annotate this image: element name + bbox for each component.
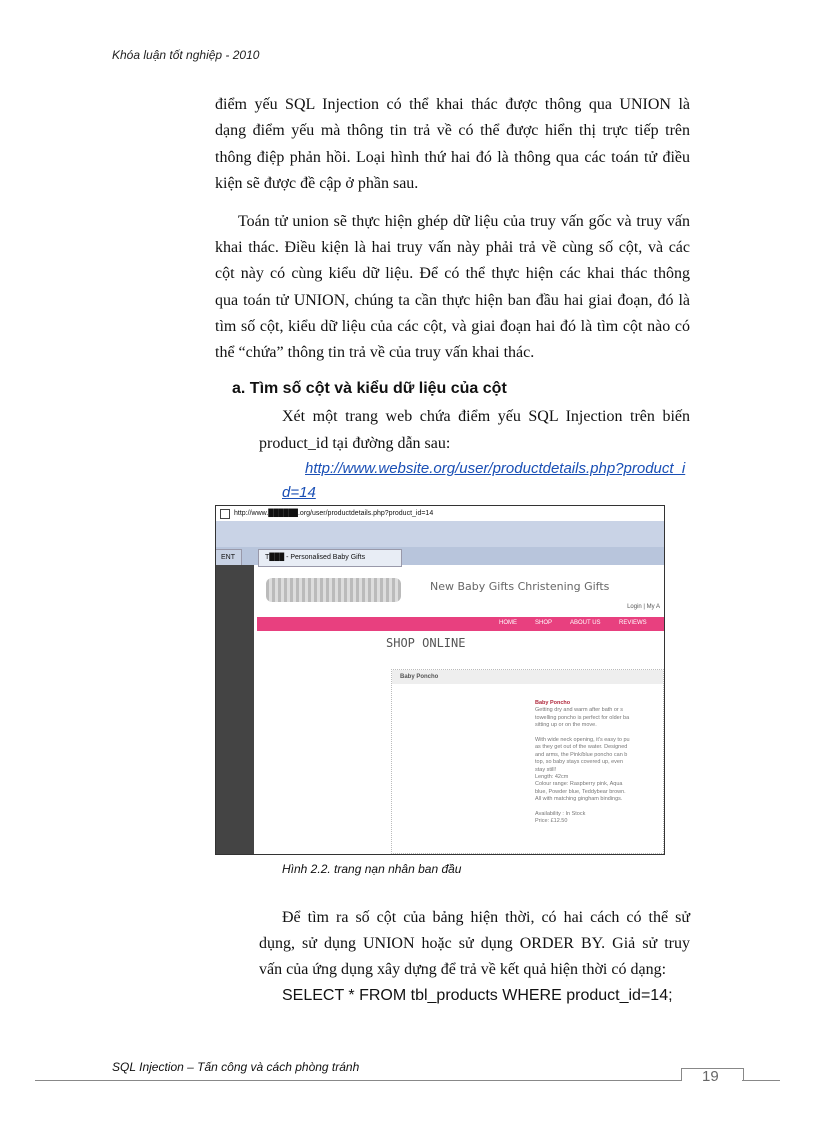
tab-active: T███ - Personalised Baby Gifts [258,549,402,567]
product-desc-line: Availability : In Stock [535,811,586,818]
text-line: dụng, sử dụng UNION hoặc sử dụng ORDER BY. Giả sử truy [259,935,690,952]
url-link[interactable]: d=14 [282,484,316,501]
page-number: 19 [702,1068,719,1085]
favicon-icon [220,509,230,519]
address-bar [216,506,664,522]
product-desc-line: Getting dry and warm after bath or s [535,707,624,714]
menu-item: REVIEWS [619,620,647,626]
product-desc-line: blue, Powder blue, Teddybear brown. [535,788,626,795]
product-desc-line: sitting up or on the move. [535,722,597,729]
site-nav-links: New Baby Gifts Christening Gifts [430,580,610,593]
browser-toolbar [216,521,664,547]
text-line: dạng điểm yếu mà thông tin trả về có thể được hiển thị trực tiếp trên [215,122,690,139]
text-line: Để tìm ra số cột của bảng hiện thời, có hai cách có thể sử [282,909,690,926]
product-desc-line [535,730,665,737]
running-footer: SQL Injection – Tấn công và cách phòng tránh [112,1060,360,1074]
text-line: Toán tử union sẽ thực hiện ghép dữ liệu của truy vấn gốc và truy vấn [238,213,690,230]
site-menu [257,617,664,631]
text-line: thể “chứa” thông tin trả về của truy vấn khai thác. [215,344,535,361]
tab-bar [216,547,664,565]
sql-code: SELECT * FROM tbl_products WHERE product_id=14; [282,987,673,1004]
text-line: vấn của ứng dụng xây dựng để trả về kết quả hiện thời có dạng: [259,961,667,978]
product-desc-line: as they get out of the water. Designed [535,744,628,751]
side-panel [216,565,254,854]
product-desc-line: and arms, the Pink/blue poncho can b [535,751,628,758]
text-line: kiện sẽ được đề cập ở phần sau. [215,175,419,192]
product-panel [391,669,664,854]
section-heading: a. Tìm số cột và kiểu dữ liệu của cột [232,380,507,397]
product-desc-line [535,804,665,811]
menu-item: SHOP [535,620,553,626]
product-desc-line: Length: 42cm [535,774,569,781]
text-line: cột này có cùng kiểu dữ liệu. Để có thể thực hiện các khai thác thông [215,265,690,282]
panel-title: Baby Poncho [392,670,663,684]
running-header: Khóa luận tốt nghiệp - 2010 [112,48,260,62]
product-desc-line: All with matching gingham bindings. [535,796,623,803]
site-logo [266,578,401,602]
login-links: Login | My A [627,604,660,610]
product-desc-line: With wide neck opening, it's easy to pu [535,737,630,744]
url-link[interactable]: http://www.website.org/user/productdetails.php?product_i [305,460,686,477]
text-line: khai thác. Điều kiện là hai truy vấn này phải trả về cùng số cột, và các [215,239,690,256]
product-description [535,700,665,826]
footer-rule [742,1080,780,1081]
text-line: điểm yếu SQL Injection có thể khai thác được thông qua UNION là [215,96,690,113]
figure-caption: Hình 2.2. trang nạn nhân ban đầu [282,862,462,876]
menu-item: ABOUT US [570,620,601,626]
product-name: Baby Poncho [535,700,571,706]
product-desc-line: stay still! [535,766,557,773]
product-desc-line: top, so baby stays covered up, even [535,759,624,766]
text-line: qua toán tử UNION, chúng ta cần thực hiện ban đầu hai giai đoạn, đó là [215,292,690,309]
address-text: http://www.██████.org/user/productdetails.php?product_id=14 [234,510,434,517]
shop-title: SHOP ONLINE [386,636,466,650]
text-line: tìm số cột, kiểu dữ liệu của các cột, và giai đoạn hai đó là tìm cột nào có [215,318,690,335]
figure-screenshot [215,505,665,855]
footer-rule [35,1080,681,1081]
product-desc-line: Price: £12.50 [535,818,568,825]
menu-item: HOME [499,620,517,626]
tab-left: ENT [215,549,242,567]
text-line: thông điệp phản hồi. Loại hình thứ hai đó là thông qua các toán tử điều [215,149,690,166]
text-line: product_id tại đường dẫn sau: [259,435,451,452]
product-desc-line: Colour range: Raspberry pink, Aqua [535,781,623,788]
text-line: Xét một trang web chứa điểm yếu SQL Injection trên biến [282,408,690,425]
product-desc-line: towelling poncho is perfect for older ba [535,714,630,721]
